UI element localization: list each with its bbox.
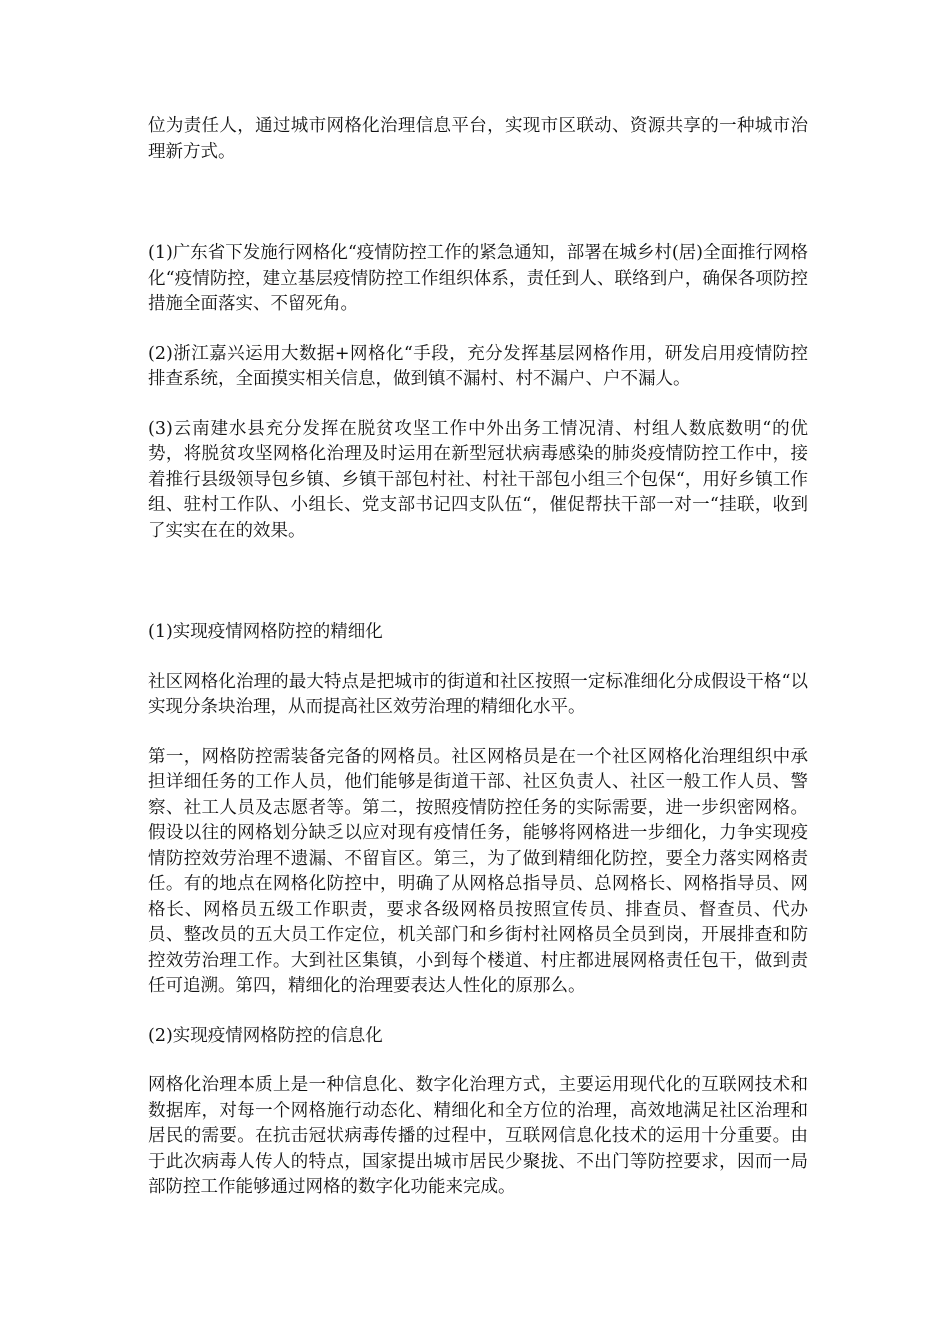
informatization-heading: (2)实现疫情网格防控的信息化	[148, 1025, 383, 1046]
section-gap	[148, 165, 808, 241]
paragraph-gap	[148, 646, 808, 670]
informatization-paragraph: 网格化治理本质上是一种信息化、数字化治理方式，主要运用现代化的互联网技术和数据库，对每一个网格施行动态化、精细化和全方位的治理，高效地满足社区治理和居民的需要。在抗击冠状病毒传播的过程中，互联网信息化技术的运用十分重要。由于此次病毒人传人的特点，国家提出城市居民少聚拢、不出门等防控要求，因而一局部防控工作能够通过网格的数字化功能来完成。	[148, 1075, 808, 1197]
refinement-detail-paragraph: 第一，网格防控需装备完备的网格员。社区网格员是在一个社区网格化治理组织中承担详细任务的工作人员，他们能够是街道干部、社区负责人、社区一般工作人员、警察、社工人员及志愿者等。第二，按照疫情防控任务的实际需要，进一步织密网格。假设以往的网格划分缺乏以应对现有疫情任务，能够将网格进一步细化，力争实现疫情防控效劳治理不遗漏、不留盲区。第三，为了做到精细化防控，要全力落实网格责任。有的地点在网格化防控中，明确了从网格总指导员、总网格长、网格指导员、网格长、网格员五级工作职责，要求各级网格员按照宣传员、排查员、督查员、代办员、整改员的五大员工作定位，机关部门和乡街村社网格员全员到岗，开展排查和防控效劳治理工作。大到社区集镇，小到每个楼道、村庄都进展网格责任包干，做到责任可追溯。第四，精细化的治理要表达人性化的原那么。	[148, 746, 808, 996]
guangdong-paragraph: (1)广东省下发施行网格化“疫情防控工作的紧急通知，部署在城乡村(居)全面推行网格化“疫情防控，建立基层疫情防控工作组织体系，责任到人、联络到户，确保各项防控措施全面落实、不留死角。	[148, 243, 808, 314]
section-gap	[148, 544, 808, 620]
document-page	[148, 114, 808, 1201]
zhejiang-paragraph: (2)浙江嘉兴运用大数据+网格化“手段，充分发挥基层网格作用，研发启用疫情防控排查系统，全面摸实相关信息，做到镇不漏村、村不漏户、户不漏人。	[148, 343, 808, 389]
paragraph-gap	[148, 318, 808, 342]
paragraph-gap	[148, 1000, 808, 1024]
refinement-heading: (1)实现疫情网格防控的精细化	[148, 622, 383, 642]
yunnan-paragraph: (3)云南建水县充分发挥在脱贫攻坚工作中外出务工情况清、村组人数底数明“的优势，将脱贫攻坚网格化治理及时运用在新型冠状病毒感染的肺炎疫情防控工作中，接着推行县级领导包乡镇、乡镇干部包村社、村社干部包小组三个包保“，用好乡镇工作组、驻村工作队、小组长、党支部书记四支队伍“，催促帮扶干部一对一“挂联，收到了实实在在的效果。	[148, 418, 808, 541]
paragraph-gap	[148, 1049, 808, 1073]
paragraph-gap	[148, 393, 808, 417]
refinement-intro-paragraph: 社区网格化治理的最大特点是把城市的街道和社区按照一定标准细化分成假设干格“以实现分条块治理，从而提高社区效劳治理的精细化水平。	[148, 671, 808, 717]
intro-paragraph: 位为责任人，通过城市网格化治理信息平台，实现市区联动、资源共享的一种城市治理新方式。	[148, 116, 808, 162]
paragraph-gap	[148, 721, 808, 745]
